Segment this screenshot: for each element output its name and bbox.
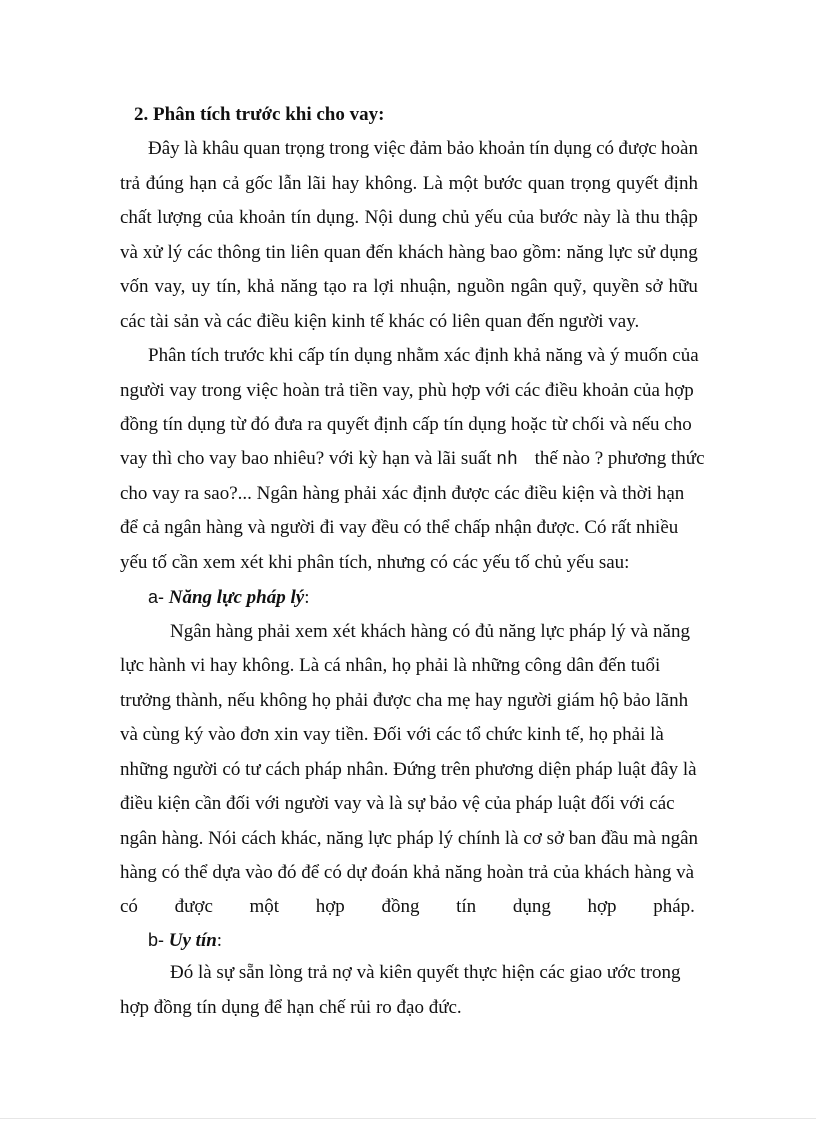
- word: hợp: [587, 896, 617, 917]
- word: bước: [483, 173, 523, 194]
- paragraph-4-line-1: Đó là sự sẵn lòng trả nợ và kiên quyết thực hiện các giao ước trong: [170, 962, 681, 983]
- word: được: [618, 138, 657, 159]
- subheading-b-marker: b-: [148, 930, 165, 950]
- word: các: [187, 242, 213, 263]
- paragraph-3-line-9: [120, 895, 695, 919]
- word: quyền: [592, 276, 640, 297]
- word: pháp.: [653, 896, 695, 917]
- paragraph-3-line-7: ngân hàng. Nói cách khác, năng lực pháp lý chính là cơ sở ban đầu mà ngân: [120, 828, 699, 849]
- paragraph-2-line-7: yếu tố cần xem xét khi phân tích, nhưng có các yếu tố chủ yếu sau:: [120, 552, 630, 573]
- word: là: [184, 138, 198, 159]
- paragraph-3-line-4: và cùng ký vào đơn xin vay tiền. Đối với các tổ chức kinh tế, họ phải là: [120, 724, 664, 745]
- word: tín,: [216, 276, 242, 297]
- word: lẫn: [278, 173, 302, 194]
- word: gốc: [245, 173, 273, 194]
- subheading-a-suffix: :: [304, 587, 310, 608]
- paragraph-2-line-2: người vay trong việc hoàn trả tiền vay, phù hợp với các điều khoản của hợp: [120, 380, 694, 401]
- word: Nội: [364, 207, 394, 228]
- word: trọng: [570, 173, 611, 194]
- word: này: [583, 207, 611, 228]
- paragraph-4-line-2: hợp đồng tín dụng để hạn chế rủi ro đạo đức.: [120, 997, 462, 1018]
- paragraph-3-line-6: điều kiện cần đối với người vay và là sự bảo vệ của pháp luật đối với các: [120, 793, 675, 814]
- word: lãi: [307, 173, 327, 194]
- paragraph-1-line-5: [120, 275, 698, 299]
- paragraph-1-line-1: [148, 137, 698, 161]
- word: gồm:: [522, 242, 562, 263]
- word: khách: [398, 242, 444, 263]
- word: vay,: [154, 276, 186, 297]
- word: khoản: [478, 138, 525, 159]
- line-text-before: vay thì cho vay bao nhiêu? với kỳ hạn và lãi suất: [120, 448, 492, 469]
- word: vốn: [120, 276, 149, 297]
- word: năng: [566, 242, 604, 263]
- subheading-b: [148, 928, 222, 953]
- paragraph-2-line-6: để cả ngân hàng và người đi vay đều có thể chấp nhận được. Có rất nhiều: [120, 517, 679, 538]
- word: của: [207, 207, 234, 228]
- paragraph-3-line-5: những người có tư cách pháp nhân. Đứng trên phương diện pháp luật đây là: [120, 759, 697, 780]
- word: lý: [167, 242, 183, 263]
- section-heading: 2. Phân tích trước khi cho vay:: [134, 104, 385, 125]
- word: tạo: [323, 276, 347, 297]
- paragraph-2-line-3: đồng tín dụng từ đó đưa ra quyết định cấp tín dụng hoặc từ chối và nếu cho: [120, 414, 692, 435]
- word: bảo: [446, 138, 475, 159]
- word: quan: [323, 242, 361, 263]
- word: hay: [331, 173, 360, 194]
- word: đúng: [145, 173, 184, 194]
- word: không.: [364, 173, 418, 194]
- word: dụng: [553, 138, 592, 159]
- word: dụng: [512, 896, 551, 917]
- paragraph-2-line-1: Phân tích trước khi cấp tín dụng nhằm xác định khả năng và ý muốn của: [148, 345, 699, 366]
- word: lợi: [373, 276, 394, 297]
- word: lực: [608, 242, 633, 263]
- word: khoản: [239, 207, 286, 228]
- word: một: [249, 896, 280, 917]
- word: khả: [247, 276, 275, 297]
- word: năng: [280, 276, 318, 297]
- word: hợp: [315, 896, 345, 917]
- subheading-b-title: Uy tín: [168, 930, 217, 951]
- subheading-a-title: Năng lực pháp lý: [168, 587, 305, 608]
- word: thập: [665, 207, 698, 228]
- paragraph-3-line-8: hàng có thể dựa vào đó để có dự đoán khả năng hoàn trả của khách hàng và: [120, 862, 695, 883]
- word: thu: [635, 207, 660, 228]
- subheading-b-suffix: :: [216, 930, 223, 951]
- word: chủ: [442, 207, 470, 228]
- word: định: [664, 173, 698, 194]
- paragraph-2-line-5: cho vay ra sao?... Ngân hàng phải xác định được các điều kiện và thời hạn: [120, 483, 685, 504]
- word: ngân: [510, 276, 548, 297]
- word: quyết: [616, 173, 659, 194]
- word: hạn: [189, 173, 217, 194]
- word: nhuận,: [399, 276, 452, 297]
- word: là: [616, 207, 630, 228]
- word: thông: [217, 242, 261, 263]
- word: và: [120, 242, 138, 263]
- word: sở: [645, 276, 663, 297]
- word: uy: [191, 276, 211, 297]
- word: đồng: [381, 896, 420, 917]
- paragraph-1-line-4: [120, 241, 698, 265]
- word: quan: [527, 173, 565, 194]
- paragraph-1-line-6: các tài sản và các điều kiện kinh tế khác có liên quan đến người vay.: [120, 311, 640, 332]
- word: tín: [290, 207, 311, 228]
- word: trong: [329, 138, 370, 159]
- word: sử: [637, 242, 655, 263]
- paragraph-3-line-2: lực hành vi hay không. Là cá nhân, họ phải là những công dân đến tuổi: [120, 655, 661, 676]
- word: có: [596, 138, 615, 159]
- word: dụng: [659, 242, 698, 263]
- word: bao: [490, 242, 518, 263]
- word: dung: [398, 207, 437, 228]
- paragraph-1-line-3: [120, 206, 698, 230]
- word: tin: [265, 242, 286, 263]
- word: tín: [529, 138, 550, 159]
- paragraph-1-line-2: [120, 172, 698, 196]
- word: liên: [290, 242, 320, 263]
- word: Là: [422, 173, 443, 194]
- page-bottom-divider: [0, 1118, 816, 1119]
- paragraph-3-line-3: trưởng thành, nếu không họ phải được cha mẹ hay người giám hộ bảo lãnh: [120, 690, 689, 711]
- word: việc: [373, 138, 406, 159]
- word: yếu: [474, 207, 503, 228]
- paragraph-2-line-4: [120, 447, 705, 472]
- word: dụng.: [316, 207, 360, 228]
- word: trả: [120, 173, 141, 194]
- subheading-a: [148, 585, 309, 610]
- word: tín: [456, 896, 477, 917]
- word: quỹ,: [553, 276, 587, 297]
- word: một: [448, 173, 479, 194]
- word: của: [507, 207, 535, 228]
- word: lượng: [157, 207, 202, 228]
- word: đến: [365, 242, 394, 263]
- word: cả: [222, 173, 240, 194]
- word: ra: [352, 276, 368, 297]
- subheading-a-marker: a-: [148, 587, 165, 607]
- word: khâu: [202, 138, 240, 159]
- word: được: [174, 896, 213, 917]
- word: đảm: [409, 138, 443, 159]
- paragraph-3-line-1: Ngân hàng phải xem xét khách hàng có đủ năng lực pháp lý và năng: [170, 621, 690, 642]
- word: hàng: [448, 242, 486, 263]
- word: xử: [142, 242, 163, 263]
- word: trọng: [284, 138, 325, 159]
- word: hoàn: [661, 138, 698, 159]
- word: có: [120, 896, 138, 917]
- word: bước: [539, 207, 578, 228]
- word: chất: [120, 207, 152, 228]
- word: hữu: [668, 276, 698, 297]
- word: Đây: [148, 138, 180, 159]
- word: quan: [243, 138, 281, 159]
- word: nguồn: [457, 276, 505, 297]
- line-text-mono: nh: [496, 450, 518, 470]
- line-text-after: thế nào ? phương thức: [534, 448, 705, 469]
